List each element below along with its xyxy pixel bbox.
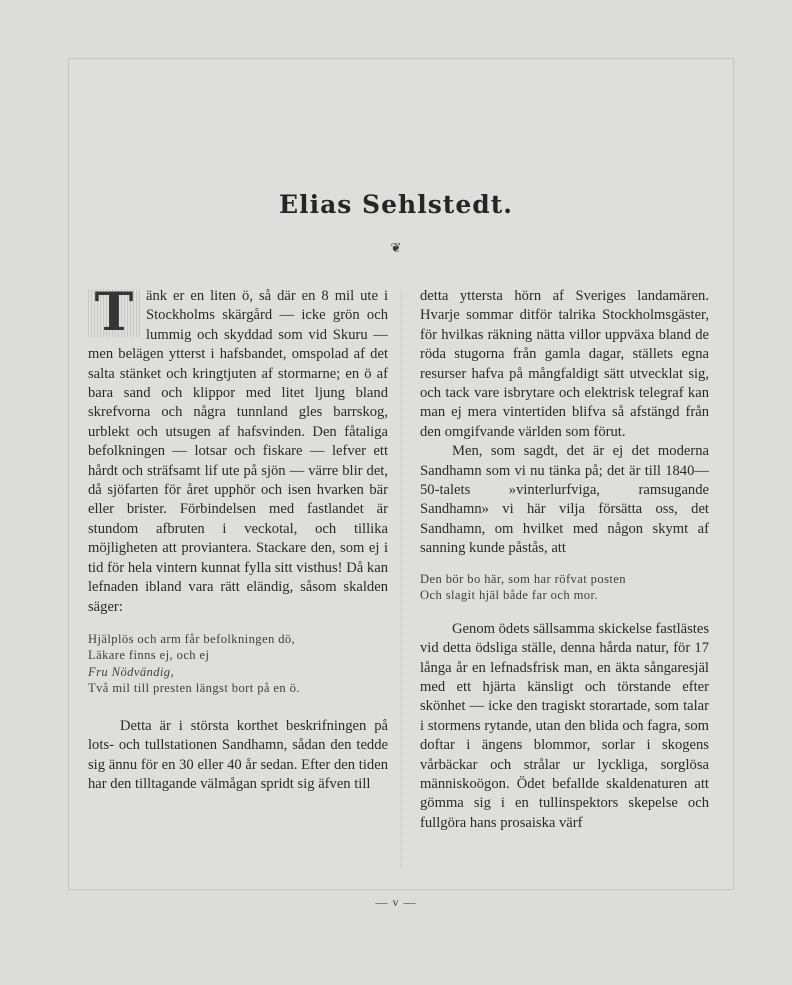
ornament-icon: ❦ (390, 240, 402, 255)
left-verse-line-2-text: Läkare finns ej, och ej (88, 648, 210, 663)
left-verse-line-3: Två mil till presten längst bort på en ö. (88, 681, 300, 696)
right-paragraph-2: Men, som sagdt, det är ej det moderna Sandhamn som vi nu tänka på; det är till 1840—50-talets »vinterlurfviga, ramsugande Sandhamn» vi här vilja försätta oss, det Sandhamn, om hvilket med någon skymt af sanning kunde påstås, att (420, 443, 709, 557)
left-verse-line-1: Hjälplös och arm får befolkningen dö, (88, 631, 296, 646)
left-paragraph-1 (88, 282, 388, 617)
right-verse-line-2: Och slagit hjäl både far och mor. (420, 588, 598, 603)
right-verse (420, 571, 709, 604)
right-column (420, 287, 709, 833)
right-verse-line-1: Den bör bo här, som har röfvat posten (420, 571, 626, 586)
left-verse (88, 631, 388, 697)
page-title: Elias Sehlstedt. (279, 190, 513, 219)
left-column (88, 282, 388, 795)
page-number: — v — (375, 895, 417, 909)
left-paragraph-2: Detta är i största korthet beskrifningen på lots- och tullstationen Sandhamn, sådan den tedde sig ännu för en 30 eller 40 år sedan. Efter den tiden har den tilltagande välmågan spridt sig äfven till (88, 717, 388, 793)
left-paragraph-1-text: änk er en liten ö, så där en 8 mil ute i Stockholms skärgård — icke grön och lummig och skyddad som vid Skuru — men belägen ytterst i hafsbandet, omspolad af det salta stänket och kringtjuten af stormarne; en ö af bara sand och klippor med litet ljung bland skrefvorna och några tunnland gles barrskog, urblekt och utsugen af hafsvinden. Den fåtaliga befolkningen — lotsar och fiskare — lefver ett hårdt och sträfsamt lif ute på sjön — värre blir det, då sjöfarten för året upphör och isen hvarken bär eller brister. Förbindelsen med fastlandet är stundom afbruten i veckotal, och tillika möjligheten att proviantera. Stackare den, som ej i tid för hela vintern kunnat fylla sitt visthus! Då kan lefnaden ibland vara rätt eländig, såsom skalden säger: (88, 288, 388, 615)
column-divider (401, 292, 402, 867)
right-paragraph-1: detta yttersta hörn af Sveriges landamären. Hvarje sommar ditför talrika Stockholmsgäster, för hvilkas räkning nätta villor uppväxa bland de röda stugorna från gamla dagar, ställets egna resurser hafva på mångfaldigt sätt utvecklat sig, och tack vare isbrytare och elektrisk telegraf kan man ej mera vintertiden blifva så afstängd från den omgifvande världen som förut. (420, 288, 709, 440)
right-paragraph-3: Genom ödets sällsamma skickelse fastlästes vid detta ödsliga ställe, denna hårda natur, för 17 långa år en lefnadsfrisk man, en äkta sångaresjäl med ett hjärta känsligt och törstande efter skönhet — icke den tragiskt storartade, som talar i stormens rytande, utan den blida och fagra, som doftar i ängens blommor, sorlar i skogens vårbäckar och strålar ur lyckliga, sorglösa människoögon. Ödet befallde skaldenaturen att gömma sig i en tullinspektors skepelse och fullgöra hans prosaiska värf (420, 620, 709, 831)
left-verse-line-2-italic: Fru Nödvändig, (88, 664, 175, 679)
drop-cap: T (88, 289, 140, 337)
left-verse-line-2 (88, 647, 388, 680)
